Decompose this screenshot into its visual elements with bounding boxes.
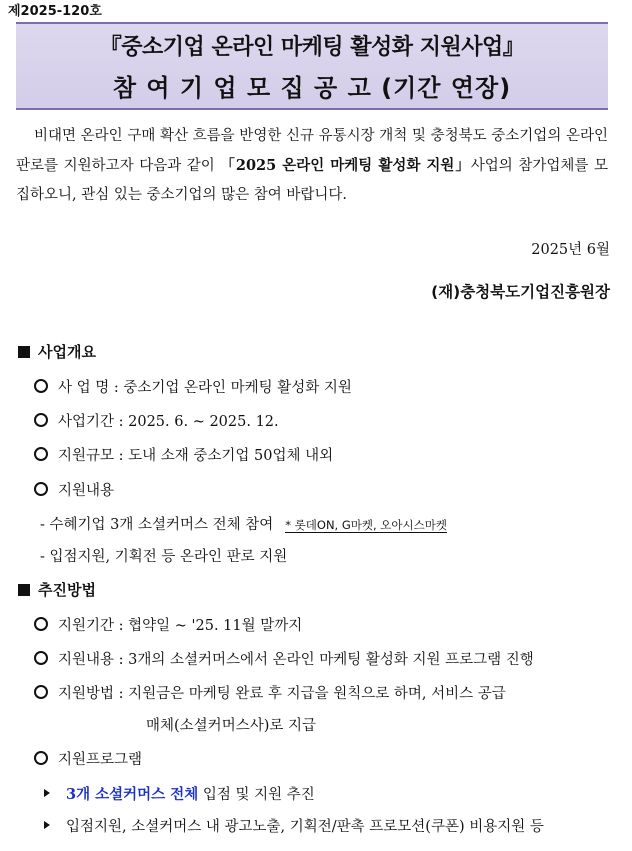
sub-item-text: - 입점지원, 기획전 등 온라인 판로 지원	[40, 549, 288, 565]
intro-paragraph	[16, 122, 608, 210]
program-bold-text: 3개 소셜커머스 전체	[66, 786, 199, 803]
method-item-content	[34, 648, 534, 669]
announcement-date: 2025년 6월	[531, 242, 610, 258]
section-heading-method	[18, 579, 96, 600]
list-item-text: 사업기간 : 2025. 6. ~ 2025. 12.	[58, 414, 279, 430]
circle-bullet-icon	[34, 482, 48, 496]
list-item-text: 지원내용	[58, 483, 115, 499]
program-text: 입점 및 지원 추진	[198, 787, 315, 803]
intro-text-2: 사업의 참가업체를 모집하오니, 관심 있는 중소기업의 많은 참여 바랍니다.	[16, 158, 609, 203]
method-item-method-continued: 매체(소셜커머스사)로 지급	[146, 718, 316, 734]
triangle-bullet-icon	[44, 789, 50, 797]
section-heading-text: 사업개요	[38, 343, 96, 361]
program-bullet-2	[44, 815, 544, 836]
intro-text-1: 비대면 온라인 구매 확산 흐름을 반영한 신규 유통시장 개척 및 충청북도 중소기업의 온라인 판로를 지원하고자 다음과 같이	[16, 128, 608, 174]
circle-bullet-icon	[34, 617, 48, 631]
method-item-method	[34, 682, 506, 703]
circle-bullet-icon	[34, 651, 48, 665]
title-main: 『중소기업 온라인 마케팅 활성화 지원사업』	[99, 35, 525, 60]
title-sub: 참 여 기 업 모 집 공 고 (기간 연장)	[112, 74, 512, 102]
circle-bullet-icon	[34, 685, 48, 699]
organization-name: (재)충청북도기업진흥원장	[431, 283, 610, 301]
intro-bold-program: 「2025 온라인 마케팅 활성화 지원」	[220, 157, 471, 174]
overview-item-scale	[34, 444, 333, 465]
sub-item-text: - 수혜기업 3개 소셜커머스 전체 참여	[40, 517, 274, 533]
square-bullet-icon	[18, 584, 30, 596]
circle-bullet-icon	[34, 751, 48, 765]
list-item-text: 지원규모 : 도내 소재 중소기업 50업체 내외	[58, 448, 334, 464]
program-text: 입점지원, 소셜커머스 내 광고노출, 기획전/판촉 프로모션(쿠폰) 비용지원 등	[66, 819, 544, 835]
circle-bullet-icon	[34, 413, 48, 427]
list-item-text: 지원기간 : 협약일 ~ '25. 11월 말까지	[58, 618, 303, 634]
section-heading-text: 추진방법	[38, 581, 96, 599]
overview-item-name	[34, 376, 352, 397]
circle-bullet-icon	[34, 379, 48, 393]
commerce-note: * 롯데ON, G마켓, 오아시스마켓	[285, 518, 447, 532]
list-item-text: 지원프로그램	[58, 752, 143, 768]
list-item-text: 사 업 명 : 중소기업 온라인 마케팅 활성화 지원	[58, 380, 352, 396]
triangle-bullet-icon	[44, 821, 50, 829]
list-item-text: 지원방법 : 지원금은 마케팅 완료 후 지급을 원칙으로 하며, 서비스 공급	[58, 686, 506, 702]
overview-item-period	[34, 410, 279, 431]
method-item-program	[34, 748, 142, 769]
document-number: 제2025-120호	[8, 4, 102, 19]
method-item-period	[34, 614, 302, 635]
program-bullet-1	[44, 783, 315, 804]
square-bullet-icon	[18, 346, 30, 358]
title-banner	[16, 22, 608, 110]
circle-bullet-icon	[34, 447, 48, 461]
overview-item-content	[34, 479, 114, 500]
section-heading-overview	[18, 341, 96, 362]
list-item-text: 지원내용 : 3개의 소셜커머스에서 온라인 마케팅 활성화 지원 프로그램 진행	[58, 652, 534, 668]
sub-item-participation	[40, 513, 447, 534]
sub-item-support	[40, 545, 287, 566]
